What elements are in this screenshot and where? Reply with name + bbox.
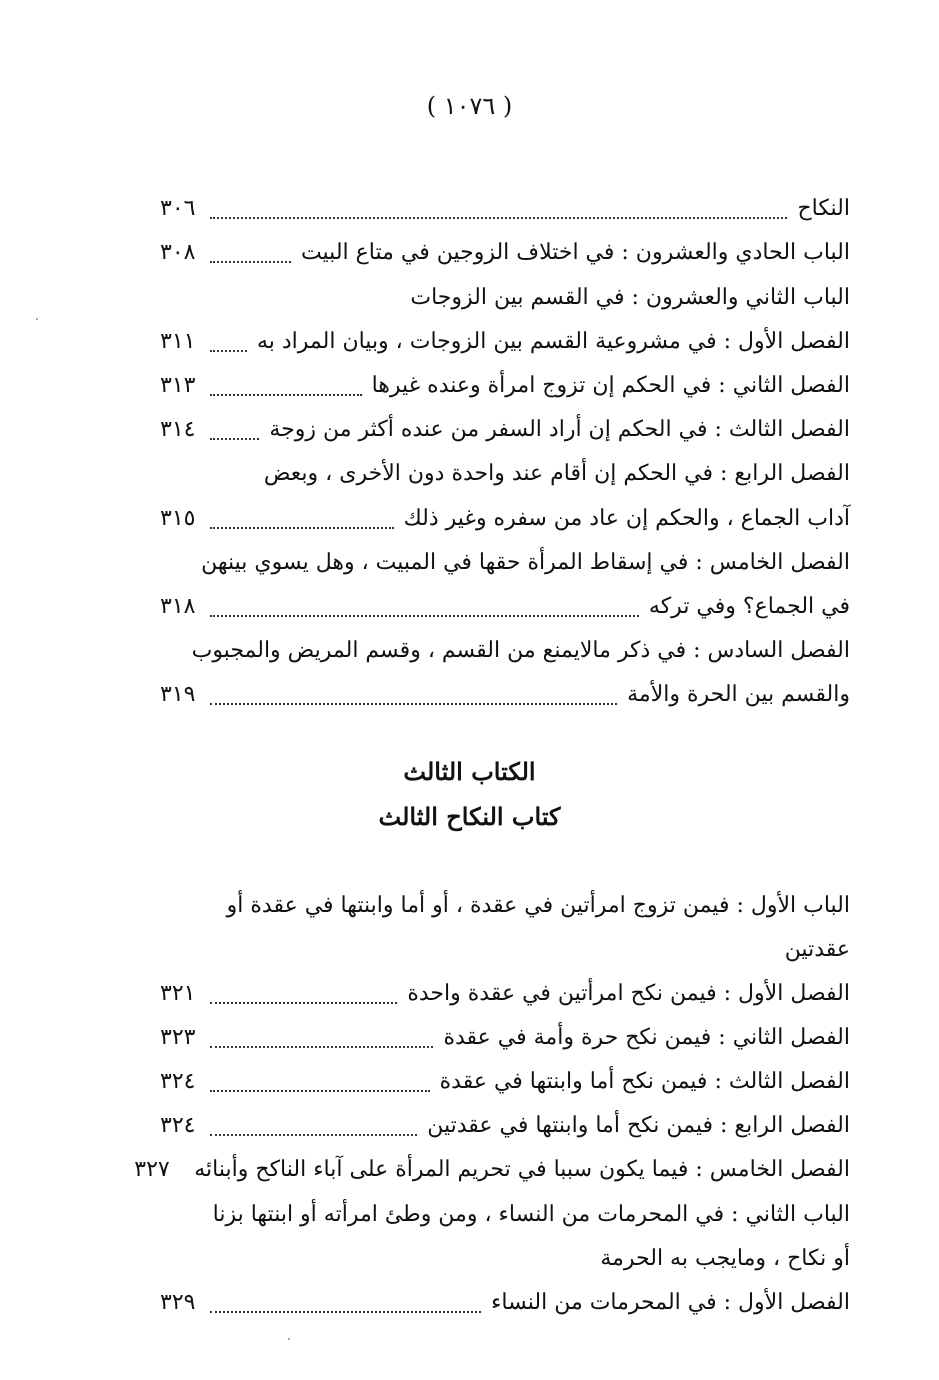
entry-title: الباب الثاني : في المحرمات من النساء ، ومن وطئ امرأته أو ابنتها بزنا — [212, 1202, 850, 1227]
entry-page: ٣١٤ — [160, 417, 196, 442]
dot-leader — [210, 217, 787, 219]
dot-leader — [210, 1002, 397, 1004]
book-subheading: كتاب النكاح الثالث — [378, 802, 561, 831]
entry-title: الباب الأول : فيمن تزوج امرأتين في عقدة ، أو أما وابنتها في عقدة أو — [226, 893, 850, 918]
dot-leader — [210, 1090, 430, 1092]
dot-leader — [210, 261, 291, 263]
toc-entry — [160, 364, 850, 408]
dot-leader — [210, 1311, 481, 1313]
entry-title: عقدتين — [784, 937, 850, 962]
entry-title: الفصل الثالث : فيمن نكح أما وابنتها في عقدة — [439, 1069, 850, 1094]
toc-entry — [160, 972, 850, 1016]
entry-title: الباب الثاني والعشرون : في القسم بين الزوجات — [410, 285, 850, 310]
toc-entry — [160, 1016, 850, 1060]
entry-page: ٣٢٩ — [160, 1290, 196, 1315]
dot-leader — [210, 615, 639, 617]
dot-leader — [210, 1134, 417, 1136]
entry-page: ٣١٨ — [160, 594, 196, 619]
page-number: ( ١٠٧٦ ) — [426, 92, 513, 120]
entry-page: ٣٢١ — [160, 981, 196, 1006]
toc-entry — [160, 541, 850, 585]
toc-entry — [160, 1193, 850, 1237]
entry-page: ٣١٥ — [160, 506, 196, 531]
entry-page: ٣٢٣ — [160, 1025, 196, 1050]
entry-title: النكاح — [797, 196, 850, 221]
dot-leader — [210, 527, 394, 529]
entry-title: الفصل الرابع : في الحكم إن أقام عند واحدة دون الأخرى ، وبعض — [263, 461, 850, 486]
dot-leader — [210, 350, 247, 352]
toc-entry — [160, 231, 850, 275]
scan-speck — [36, 318, 38, 320]
entry-title: الفصل الثالث : في الحكم إن أراد السفر من عنده أكثر من زوجة — [269, 417, 850, 442]
entry-page: ٣٠٨ — [160, 240, 196, 265]
entry-title: والقسم بين الحرة والأمة — [627, 682, 850, 707]
dot-leader — [210, 394, 362, 396]
toc-entry — [160, 1281, 850, 1325]
toc-entry — [160, 187, 850, 231]
toc-entry — [160, 884, 850, 928]
entry-title: الفصل الأول : في مشروعية القسم بين الزوجات ، وبيان المراد به — [256, 329, 850, 354]
entry-title: أو نكاح ، ومايجب به الحرمة — [600, 1246, 850, 1271]
toc-entry — [160, 276, 850, 320]
entry-page: ٣١٣ — [160, 373, 196, 398]
toc-entry — [160, 320, 850, 364]
entry-title: آداب الجماع ، والحكم إن عاد من سفره وغير ذلك — [403, 506, 850, 531]
book-heading: الكتاب الثالث — [403, 757, 536, 786]
entry-page: ٣٢٤ — [160, 1113, 196, 1138]
toc-entry — [160, 928, 850, 972]
entry-title: الفصل الثاني : في الحكم إن تزوج امرأة وعنده غيرها — [371, 373, 850, 398]
toc-entry — [160, 585, 850, 629]
entry-title: الفصل الثاني : فيمن نكح حرة وأمة في عقدة — [443, 1025, 850, 1050]
entry-page: ٣١١ — [160, 329, 196, 354]
entry-title: الفصل الخامس : فيما يكون سببا في تحريم المرأة على آباء الناكح وأبنائه — [194, 1157, 850, 1182]
entry-page: ٣٢٤ — [160, 1069, 196, 1094]
entry-title: الفصل الأول : في المحرمات من النساء — [491, 1290, 850, 1315]
toc-entry — [160, 673, 850, 717]
entry-page: ٣١٩ — [160, 682, 196, 707]
toc-entry — [160, 452, 850, 496]
toc-entry — [160, 408, 850, 452]
entry-title: الباب الحادي والعشرون : في اختلاف الزوجين في متاع البيت — [300, 240, 850, 265]
entry-title: في الجماع؟ وفي تركه — [648, 594, 850, 619]
toc-entry — [160, 497, 850, 541]
dot-leader — [210, 438, 259, 440]
entry-title: الفصل السادس : في ذكر مالايمنع من القسم ، وقسم المريض والمجبوب — [191, 638, 850, 663]
toc-entry — [160, 1104, 850, 1148]
toc-entry — [160, 629, 850, 673]
dot-leader — [210, 1046, 433, 1048]
dot-leader — [210, 703, 617, 705]
entry-title: الفصل الأول : فيمن نكح امرأتين في عقدة واحدة — [407, 981, 850, 1006]
toc-entry — [160, 1060, 850, 1104]
toc-entry — [134, 1148, 850, 1192]
entry-page: ٣٢٧ — [134, 1157, 170, 1182]
entry-title: الفصل الرابع : فيمن نكح أما وابنتها في عقدتين — [427, 1113, 850, 1138]
scan-speck — [288, 1338, 290, 1340]
toc-entry — [160, 1237, 850, 1281]
entry-page: ٣٠٦ — [160, 196, 196, 221]
entry-title: الفصل الخامس : في إسقاط المرأة حقها في المبيت ، وهل يسوي بينهن — [201, 550, 850, 575]
